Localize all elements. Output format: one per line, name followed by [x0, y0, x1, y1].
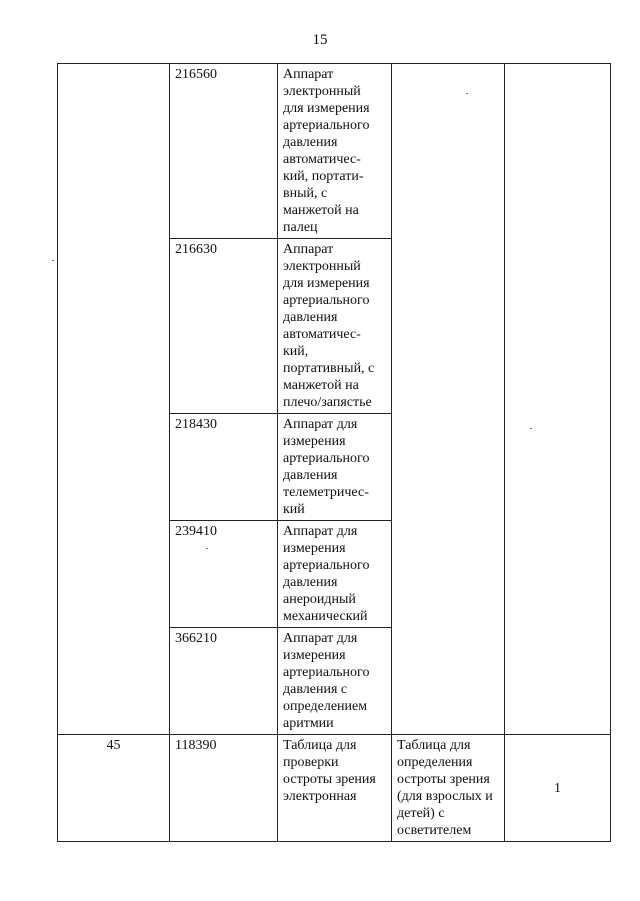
code-cell: 218430 [170, 414, 278, 521]
code-cell: 239410 [170, 521, 278, 628]
name-cell: Аппарат для измерения артериального давления с определением аритмии [278, 628, 392, 735]
scan-speck [52, 260, 54, 261]
scan-speck [206, 548, 208, 549]
name-cell: Аппарат электронный для измерения артериального давления автоматичес- кий, портати- вный, с манжетой на палец [278, 64, 392, 239]
code-cell: 118390 [170, 735, 278, 842]
table-row [58, 64, 611, 239]
name-cell: Аппарат электронный для измерения артериального давления автоматичес- кий, портативный, с манжетой на плечо/запястье [278, 239, 392, 414]
name-cell: Таблица для проверки остроты зрения электронная [278, 735, 392, 842]
scan-speck [530, 428, 532, 429]
code-cell: 216560 [170, 64, 278, 239]
page-number: 15 [312, 32, 328, 48]
code-cell: 366210 [170, 628, 278, 735]
equipment-cell-empty [392, 64, 505, 735]
scan-speck [466, 93, 468, 94]
number-cell-empty [58, 64, 170, 735]
equipment-table [57, 63, 611, 842]
name-cell: Аппарат для измерения артериального давления телеметричес- кий [278, 414, 392, 521]
quantity-cell: 1 [505, 735, 611, 842]
name-cell: Аппарат для измерения артериального давления анероидный механический [278, 521, 392, 628]
table-row-45 [58, 735, 611, 842]
equipment-cell: Таблица для определения остроты зрения (для взрослых и детей) с осветителем [392, 735, 505, 842]
quantity-cell-empty [505, 64, 611, 735]
code-cell: 216630 [170, 239, 278, 414]
row-number-cell: 45 [58, 735, 170, 842]
